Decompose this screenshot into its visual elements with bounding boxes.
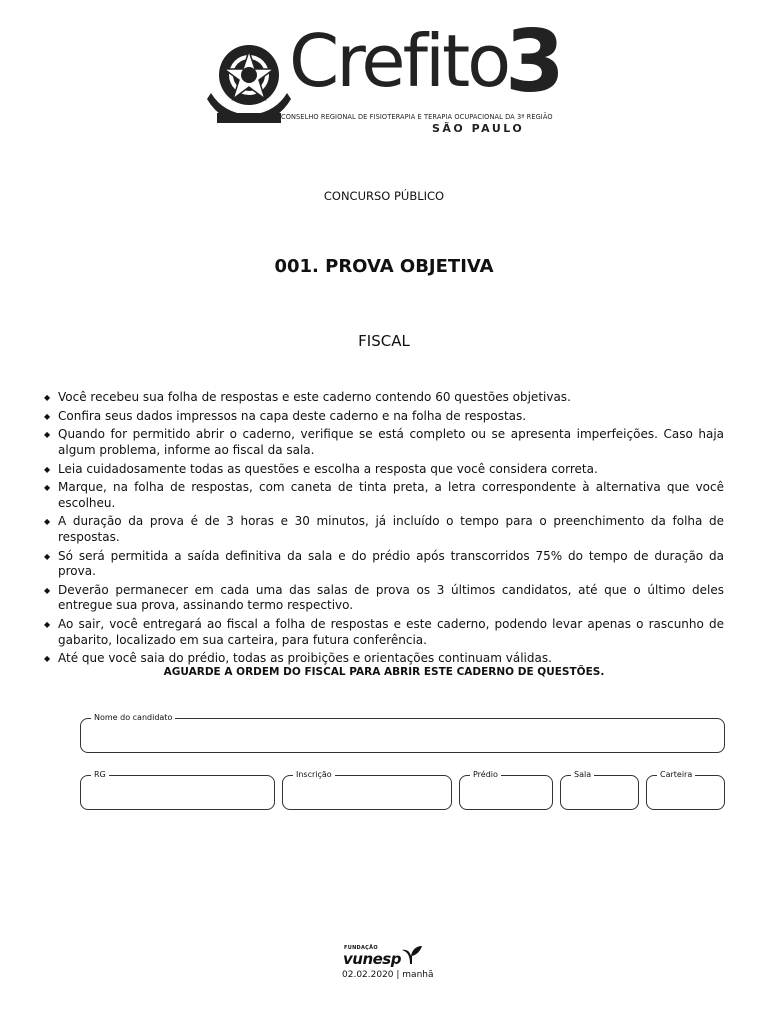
sala-label: Sala	[571, 769, 594, 781]
predio-field[interactable]	[459, 770, 553, 810]
council-name: CONSELHO REGIONAL DE FISIOTERAPIA E TERAPIA OCUPACIONAL DA 3ª REGIÃO	[281, 113, 553, 121]
instructions-list	[44, 390, 724, 670]
predio-label: Prédio	[470, 769, 501, 781]
rg-label: RG	[91, 769, 109, 781]
sprout-icon	[400, 942, 424, 966]
carteira-field[interactable]	[646, 770, 725, 810]
instruction-item: ◆ Confira seus dados impressos na capa deste caderno e na folha de respostas.	[44, 409, 724, 425]
candidate-name-label: Nome do candidato	[91, 712, 175, 724]
foundation-label: FUNDAÇÃO	[344, 945, 378, 951]
city-name: SÃO PAULO	[432, 122, 525, 135]
date-shift: 02.02.2020 | manhã	[342, 970, 434, 980]
instruction-item: ◆ Até que você saia do prédio, todas as proibições e orientações continuam válidas.	[44, 651, 724, 667]
instruction-item: ◆ Você recebeu sua folha de respostas e este caderno contendo 60 questões objetivas.	[44, 390, 724, 406]
instruction-item: ◆ A duração da prova é de 3 horas e 30 minutos, já incluído o tempo para o preenchimento da folha de respostas.	[44, 514, 724, 545]
crefito-logo	[203, 12, 565, 135]
instruction-item: ◆ Ao sair, você entregará ao fiscal a folha de respostas e este caderno, podendo levar apenas o rascunho de gabarito, localizado em sua carteira, para futura conferência.	[44, 617, 724, 648]
rg-field[interactable]	[80, 770, 275, 810]
brand-number: 3	[505, 12, 565, 112]
exam-type-label: CONCURSO PÚBLICO	[323, 189, 445, 203]
vunesp-logo-text: vunesp	[343, 950, 401, 968]
vunesp-footer	[338, 940, 438, 985]
inscricao-label: Inscrição	[293, 769, 335, 781]
brand-name: Crefito	[289, 19, 509, 103]
carteira-label: Carteira	[657, 769, 695, 781]
exam-role: FISCAL	[358, 332, 410, 350]
instruction-item: ◆ Quando for permitido abrir o caderno, verifique se está completo ou se apresenta imperfeições. Caso haja algum problema, informe ao fiscal da sala.	[44, 427, 724, 458]
inscricao-field[interactable]	[282, 770, 452, 810]
wait-notice: AGUARDE A ORDEM DO FISCAL PARA ABRIR ESTE CADERNO DE QUESTÕES.	[163, 666, 605, 678]
sala-field[interactable]	[560, 770, 639, 810]
instruction-item: ◆ Deverão permanecer em cada uma das salas de prova os 3 últimos candidatos, até que o último deles entregue sua prova, assinando termo respectivo.	[44, 583, 724, 614]
instruction-item: ◆ Leia cuidadosamente todas as questões e escolha a resposta que você considera correta.	[44, 462, 724, 478]
candidate-name-field[interactable]	[80, 713, 725, 753]
instruction-item: ◆ Marque, na folha de respostas, com caneta de tinta preta, a letra correspondente à alternativa que você escolheu.	[44, 480, 724, 511]
exam-title: 001. PROVA OBJETIVA	[274, 256, 494, 277]
instruction-item: ◆ Só será permitida a saída definitiva da sala e do prédio após transcorridos 75% do tempo de duração da prova.	[44, 549, 724, 580]
